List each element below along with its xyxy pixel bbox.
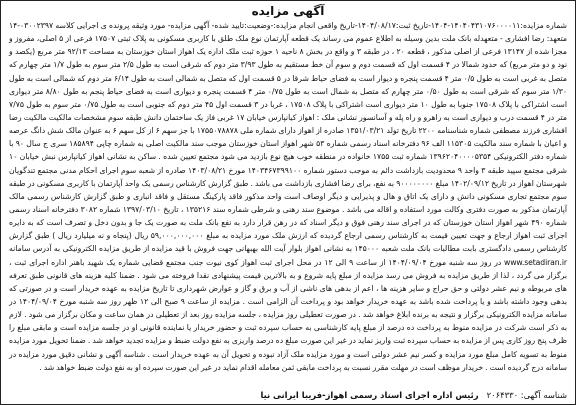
footer-separator	[479, 390, 484, 400]
issuing-organization: رئیس اداره اجرای اسناد رسمی اهواز-فریبا ایرانی نیا	[260, 390, 479, 400]
notice-title: آگهی مزایده	[251, 4, 325, 18]
notice-body: شماره مزایده:۱۴۰۴۰۴۳۱۰۷۶۰۰۰۰۱۱-۱۴۰۴-تاریخ ثبت:۱۴۰۴/۰۸/۱۷-تاریخ واقعی انجام مزایده:-وضعیت:تایید شده- آگهی مزایده- مورد وثیقه پرونده ی اجرایی کلاسه ۰۳۰۰۲۳۹۷-۱۴ متعهد: رضا افشاری - متعهدله بانک ملت بدین وسیله به اطلاع عموم می رساند یک قطعه آپارتمان نوع ملک طلق با کاربری مسکونی به پلاک ثبتی ۱۷۵۰۷ فرعی از ۵ اصلی، مفروز و مجزا شده از ۱۳۱۴۷ فرعی از اصلی مذکور ، قطعه ۲۰ ، در طبقه ۳ و واقع در بخش ۸ ناحیه ۱ حوزه ثبت ملک اداره یک اهواز استان خوزستان به مساحت ۹۲/۱۳ متر مربع (یکصد و نود و دو متر مربع) که حدود شمالا در ۴ قسمت اول که قسمت دوم و سوم آن خط مستقیم به طول ۳/۹۳ متر دوم که شرقی است به طول ۲/۵ متر سوم به طول ۱/۷ متر چهارم که متصل به غربی است به طول ۰/۵ متر ۴ قسمت پنجره و دیوار است به فضای حیاط شرقا در ۵ قسمت اول که متصل به شمالی است به طول ۶/۱۴ متر دوم که شمالی است به طول ۱/۳۰ متر سوم که شرقی است به طول ۰/۵۰ متر چهارم که متصل به شمال است به طول ۰/۷۵ متر ۴ قسمت پنجره و دیواری است به فضای حیاط پنجم به طول ۸/۸۰ متر دیواری است اشتراکی با پلاک ۱۷۵۰۸ جنوبا به طول ۱۰ متر دیواری است اشتراکی با پلاک ۱۷۵۰۸ ، غربا در ۳ قسمت اول ۴۵ متر دوم که جنوبی است به طول ۰/۷۵ متر سوم به طول ۷/۷۵ متر در ۴ قسمت درب و دیواری است به راهرو و راه پله و آسانسور نشانی ملک : اهواز کیانپارس خیابان ۱۷ غربی فاز یک ساختمان دانش طبقه سوم مشخصات مالکیت مالکیت رضا افشاری فرزند مصطفی شماره شناسنامه ۲۲۰۰ تاریخ تولد ۱۳۵۱/۰۳/۲۱ صادره از اهواز دارای شماره ملی ۱۷۵۵۰۷۸۸۷۸ با جز سهم ۶ از کل سهم ۶ به عنوان مالک شش دانگ عرصه و اعیان با شماره سند مالکیت ۱۱۵۳۰۵ الف ۹۶ دفترخانه اسناد رسمی شماره ۵۳ شهر اهواز استان خوزستان موجب سند مالکیت اصلی به شماره چاپی ۱۸۵۸۹۴ سری ج سال ۹۰ با شماره دفتر الکترونیکی ۱۳۹۶۲۰۴۰۰۰۰۵۳۵۴ شماره ثبت ۱۷۵۵ خانواده در منطقه خوب هیچ نوع بازدید می شود مجتمع تعیین شده . ساکن به نشانی اهواز کیانپارس نبش خیابان ۱۰ شرقی مجتمع سپید طبقه ۳ واحد ۹ محدودیت بازداشت دائم به موجب دستور شماره ۱۴۰۳۴۶۷۳۹۹۱۰۰ مورخ ۱۴۰۳/۰۸/۲۱ صادره از شعبه سوم اجرای احکام مدنی مجتمع تندگویان شهرستان اهواز در تاریخ ۱۴۰۲/۰۹/۱۲ مبلغ ۹۰۰۰۰۰۰۰۰ به نفع، برای رضا افشاری بازداشت می باشد . طبق گزارش کارشناس رسمی یک واحد آپارتمان با کاربری مسکونی در طبقه سوم مجتمع تجاری مسکونی دانش و دارای یک اتاق و هال و پذیرایی و دیگر اوصاف است واحد مذکور فاقد پارکینگ مستقل و فاقد انباری و طبق گزارش کارشناس رسمی مالک آپارتمان مذکور به صورت دفتری وکالت مورد استفاده و اقاله می باشد . موضوع سند رهنی و شرطی شماره سند ۱۳۵۲۱۶ ، تاریخ ۱۳۹۷/۰۳/۱۰ شماره ۳۰۸۲ دفترخانه اسناد رسمی شماره ۴۹۰ شهر اهواز استان خوزستان که در اجرای سند رهنی فوق و دیگر اسناد که در رهن قرار دارد به نفع بانک ملت به صورت یک جا و بدون دخل و تصرف است که به دایره اجرای ثبت اهواز ارجاع و جهت تعیین قیمت به کارشناس رسمی ارجاع گردیده که ارزش ملک مورد مزایده به مبلغ ۵۹,۰۰۰,۰۰۰,۰۰۰ ریال (پنجاه و نه میلیارد ریال ) طبق گزارش کارشناس رسمی دادگستری بابت مطالبات بانک ملت شعبه ۱۴۵۰۰۰ به نشانی اهواز بلوار آیت الله بهبهانی جهت فروش با قید مزایده از طریق مزایده الکترونیکی به آدرس سامانه www.setadiran.ir در روز سه شنبه مورخ ۱۴۰۴/۰۹/۰۴ از ساعت ۹ الی ۱۲ در محل اجرای ثبت اهواز کوی نیوت جنب مجتمع قضایی شماره یک شهید باهنر اداره اجرای ثبت ، برگزار می گردد ، لذا از طریق مزایده به فروش می رسد مزایده از مبلغ پایه شروع و به بالاترین قیمت پیشنهادی نقدا فروخته می شود . ضمنا کلیه هزینه های قانونی طبق تعرفه های مربوطه و نیم عشر دولتی و حق حراج و سایر هزینه ها ، اعم از بدهی های ناشی از آب و برق و گاز و عوارض شهرداری تا تاریخ مزایده به عهده خریدار است و در صورتی که بدهی وجود داشته باشد و یا پرداخت شده باشد به عهده خریدار خواهد بود و پرداخت آن الزامی است . مزایده از ساعت ۹ صبح الی ۱۲ ظهر روز سه شنبه مورخ ۱۴۰۴/۰۹/۰۴ در سامانه مزایده الکترونیکی برگزار و نتیجه به برنده ابلاغ خواهد شد . در صورت تعطیلی روز مزایده ، جلسه مزایده روز بعد از تعطیلی در همان ساعت و مکان برگزار می شود . لازم به ذکر است شرکت در مزایده منوط به پرداخت ده درصد از مبلغ پایه کارشناسی به حساب سپرده ثبت و حضور خریدار یا نماینده قانونی او در جلسه مزایده است و مابقی مبلغ را ظرف پنج روز کاری پس از مزایده به حساب سپرده ثبت واریز نماید در غیر این صورت مبلغ ده درصد واریزی به نفع دولت ضبط و مزایده تجدید خواهد شد . ضمنا تحویل مورد مزایده منوط به تسویه کامل مبلغ مورد مزایده و کسر نیم عشر دولتی است و مورد مزایده ملک آزاد نبوده و تحویل آن به عهده خریدار است . شناسه آگهی و نشانی دقیق مورد مزایده در سامانه درج گردیده است . خریدار موظف است در مهلت مقرر نسبت به پرداخت مابقی ثمن معامله اقدام نماید در غیر این صورت سپرده او به نفع دولت ضبط خواهد شد .	[9, 21, 568, 372]
notice-id: ۲۰۶۴۳۳۰	[486, 390, 519, 400]
notice-id-label: شناسه آگهی:	[520, 390, 567, 400]
notice-footer	[9, 389, 567, 401]
